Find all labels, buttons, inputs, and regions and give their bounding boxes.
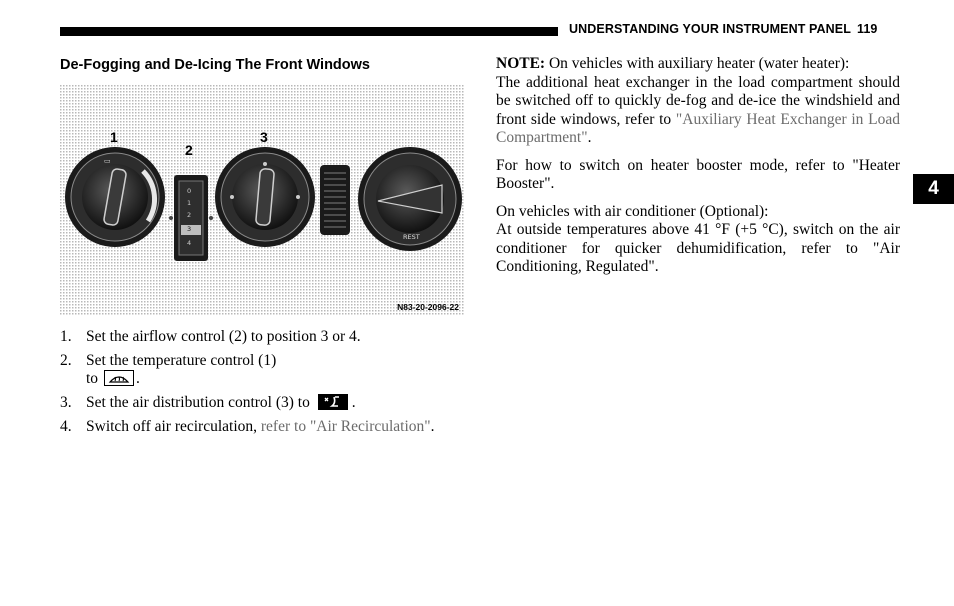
running-header (569, 22, 877, 36)
svg-text:▭: ▭ (104, 157, 111, 165)
air-distribution-icon (316, 394, 350, 410)
right-column (496, 55, 900, 286)
ac-label: On vehicles with air conditioner (Optional): (496, 202, 769, 220)
step-text-to: to (86, 370, 99, 387)
control-panel-illustration (60, 85, 464, 316)
step-number: 3. (60, 394, 72, 411)
note-paragraph (496, 55, 900, 148)
step-1 (60, 328, 464, 346)
step-3 (60, 394, 464, 412)
step-text: Set the air distribution control (3) to (86, 394, 310, 411)
slider-number-3: 3 (187, 225, 192, 233)
rest-control-knob (358, 147, 462, 251)
note-body: The additional heat exchanger in the load compartment should be switched off to quickly de-fog and de-ice the windshield and front side windows, refer to (496, 73, 900, 128)
callout-3: 3 (260, 129, 268, 145)
step-text-end: . (135, 370, 140, 387)
note-label: NOTE: (496, 55, 546, 72)
auxiliary-heat-exchanger-reference[interactable]: "Auxiliary Heat Exchanger in Load Compartment" (496, 110, 901, 146)
step-number: 2. (60, 352, 72, 369)
callout-1: 1 (110, 129, 118, 145)
step-number: 1. (60, 328, 72, 345)
control-panel-figure (60, 85, 464, 316)
rest-label: REST (403, 233, 420, 241)
chapter-tab: 4 (913, 174, 954, 204)
airflow-control-slider (169, 175, 213, 261)
steps-list (60, 328, 464, 436)
step-text: Set the temperature control (1) (86, 352, 277, 369)
note-intro: On vehicles with auxiliary heater (water heater): (548, 55, 850, 72)
step-text: Set the airflow control (2) to position 3 or 4. (86, 328, 361, 345)
header-title: UNDERSTANDING YOUR INSTRUMENT PANEL (569, 22, 851, 36)
page-number: 119 (856, 22, 878, 36)
slider-number-0: 0 (187, 187, 192, 195)
header-bar (60, 27, 558, 36)
note-end: . (587, 129, 592, 146)
recirculation-button (320, 165, 350, 235)
temperature-control-knob (65, 147, 165, 247)
slider-number-2: 2 (187, 211, 192, 219)
air-distribution-knob (215, 147, 315, 247)
step-text: Switch off air recirculation, (86, 418, 258, 435)
step-text-end: . (351, 394, 356, 411)
figure-code: N83-20-2096-22 (397, 302, 459, 312)
step-number: 4. (60, 418, 72, 435)
heater-booster-paragraph: For how to switch on heater booster mode, refer to "Heater Booster". (496, 156, 900, 192)
step-4 (60, 418, 464, 436)
ac-body: At outside temperatures above 41 °F (+5 °C), switch on the air conditioner for quicker dehumidification, refer to "Air Conditioning, Regulated". (496, 221, 900, 275)
windshield-defrost-icon (104, 370, 134, 386)
callout-2: 2 (185, 142, 193, 158)
air-conditioner-paragraph (496, 203, 900, 277)
slider-number-1: 1 (187, 199, 192, 207)
air-recirculation-reference[interactable]: refer to "Air Recirculation" (260, 418, 431, 435)
left-column (60, 55, 464, 442)
slider-number-4: 4 (187, 239, 192, 247)
step-2 (60, 352, 464, 388)
step-text-end: . (430, 418, 435, 435)
section-title: De-Fogging and De-Icing The Front Windows (60, 57, 370, 73)
